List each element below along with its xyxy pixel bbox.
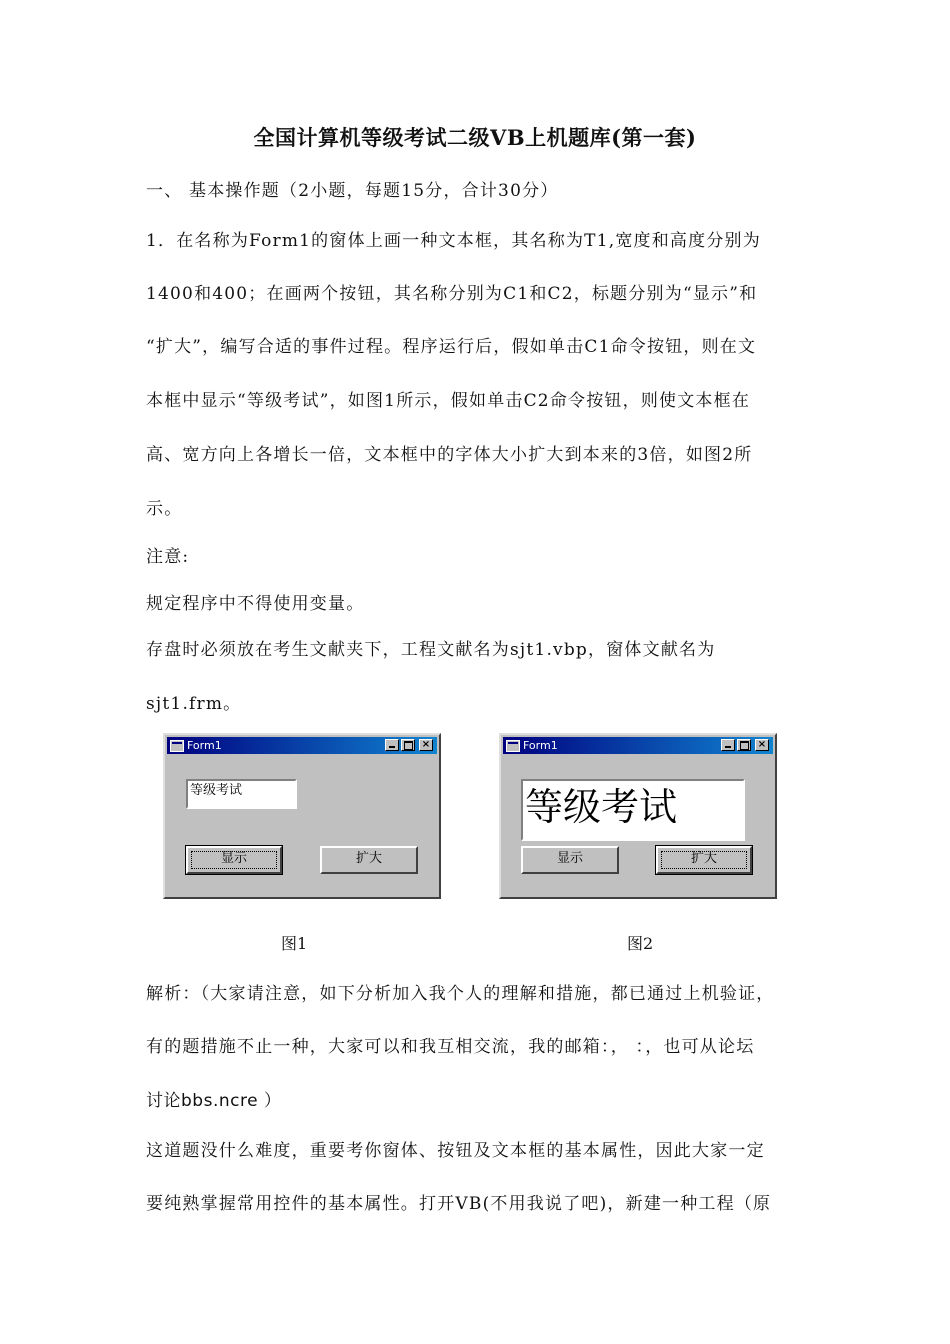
- section-heading: 一、 基本操作题（2小题，每题15分，合计30分）: [146, 181, 559, 201]
- close-icon[interactable]: ×: [755, 739, 769, 751]
- note-heading: 注意:: [146, 547, 190, 567]
- figure-1-window: [163, 733, 441, 899]
- focus-rectangle: [191, 851, 277, 869]
- paragraph-line: 高、宽方向上各增长一倍，文本框中的字体大小扩大到本来的3倍，如图2所: [146, 445, 753, 465]
- paragraph-line: 本框中显示“等级考试”，如图1所示，假如单击C2命令按钮，则使文本框在: [146, 391, 751, 411]
- note-line: sjt1.frm。: [146, 694, 242, 714]
- figure-1-caption: 图1: [281, 934, 308, 953]
- form-icon: [170, 740, 184, 752]
- minimize-icon[interactable]: [721, 739, 735, 751]
- document-title: 全国计算机等级考试二级VB上机题库(第一套): [253, 125, 697, 150]
- show-button-label: 显示: [220, 851, 247, 866]
- paragraph-line: “扩大”，编写合适的事件过程。程序运行后，假如单击C1命令按钮，则在文: [146, 337, 757, 357]
- maximize-icon[interactable]: [737, 739, 751, 751]
- enlarge-button[interactable]: [320, 846, 418, 874]
- enlarge-button-label: 扩大: [355, 851, 382, 866]
- analysis-line: 这道题没什么难度，重要考你窗体、按钮及文本框的基本属性，因此大家一定: [146, 1141, 765, 1161]
- analysis-line: 要纯熟掌握常用控件的基本属性。打开VB(不用我说了吧)，新建一种工程（原: [146, 1194, 772, 1214]
- form-icon: [506, 740, 520, 752]
- text-box-t1[interactable]: 等级考试: [521, 779, 745, 841]
- maximize-icon[interactable]: [401, 739, 415, 751]
- show-button[interactable]: [521, 846, 619, 874]
- figure-2-caption: 图2: [627, 934, 654, 953]
- analysis-line: 有的题措施不止一种，大家可以和我互相交流，我的邮箱：， ：，也可从论坛: [146, 1037, 755, 1057]
- enlarge-button[interactable]: [656, 846, 752, 874]
- show-button-label: 显示: [556, 851, 583, 866]
- analysis-line: 解析：（大家请注意，如下分析加入我个人的理解和措施，都已通过上机验证，: [146, 984, 775, 1004]
- window-titlebar: [503, 737, 773, 754]
- show-button[interactable]: [186, 846, 282, 874]
- analysis-line: 讨论bbs.ncre ）: [146, 1091, 282, 1111]
- note-line: 存盘时必须放在考生文献夹下，工程文献名为sjt1.vbp，窗体文献名为: [146, 640, 716, 660]
- close-icon[interactable]: ×: [419, 739, 433, 751]
- figure-2-window: [499, 733, 777, 899]
- note-line: 规定程序中不得使用变量。: [146, 594, 365, 614]
- paragraph-line: 1．在名称为Form1的窗体上画一种文本框，其名称为T1,宽度和高度分别为: [146, 231, 761, 251]
- window-titlebar: [167, 737, 437, 754]
- window-title: Form1: [523, 739, 558, 752]
- minimize-icon[interactable]: [385, 739, 399, 751]
- window-title: Form1: [187, 739, 222, 752]
- text-box-t1[interactable]: 等级考试: [186, 779, 297, 809]
- paragraph-line: 1400和400；在画两个按钮，其名称分别为C1和C2，标题分别为“显示”和: [146, 284, 758, 304]
- paragraph-line: 示。: [146, 499, 183, 519]
- enlarge-button-label: 扩大: [690, 851, 717, 866]
- focus-rectangle: [661, 851, 747, 869]
